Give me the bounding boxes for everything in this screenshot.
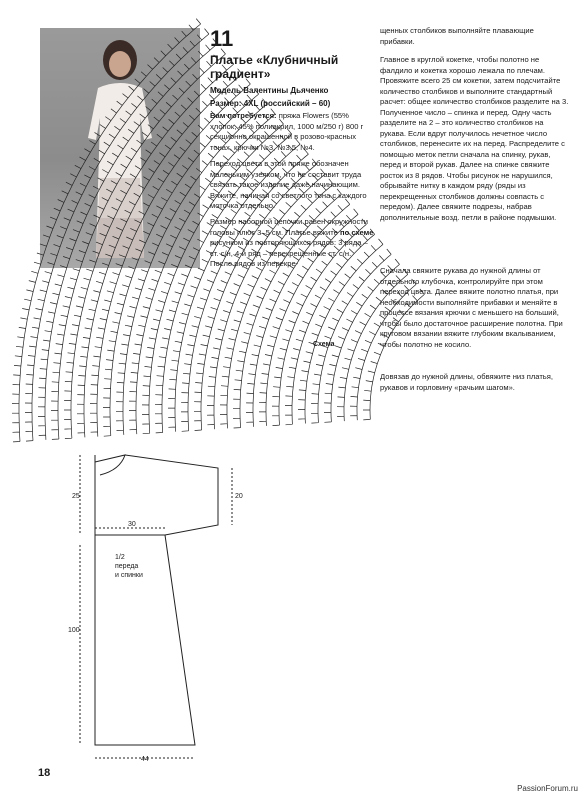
paragraph-pattern-start: Размер наборной цепочки равен окружности головы плюс 3–5 см. Платье вяжите — [210, 217, 368, 237]
page-number: 18 — [38, 767, 51, 779]
pattern-half-label — [115, 553, 143, 580]
model-author: Модель Валентины Дьяченко — [210, 86, 329, 95]
dimension-25: 25 — [72, 493, 80, 500]
size-value: 4XL (российский – 60) — [243, 99, 331, 108]
pattern-half-front: переда — [115, 563, 139, 570]
scheme-label: Схема — [313, 341, 335, 348]
size-label: Размер: — [210, 99, 242, 108]
dimension-100: 100 — [68, 627, 80, 634]
paragraph-color: Переход цвета в этой пряже обозначен маленьким узелком, что не составит труда связать такое изделие даже начинающим. Вяжите, начиная со светлого тона с каждого моточка отдельно. — [210, 159, 367, 210]
pattern-half-back: и спинки — [115, 572, 143, 579]
article-title: Платье «Клубничный градиент» — [210, 53, 339, 81]
scheme-reference: по схеме — [339, 227, 374, 237]
materials-text: пряжа Flowers (55% хлопок, 45% полиакрил, 1000 м/250 г) 800 г секционно окрашенной в розово-красных тонах, крючки №3, №3,5, №4. — [210, 111, 364, 152]
paragraph-sleeves: Сначала свяжите рукава до нужной длины от отдельного клубочка, контролируйте при этом переход цвета. Далее вяжите полотно платья, при необходимости выполняйте прибавки и меняйте в процессе вязания крючки с меньшего на больший, чтобы было достаточное расширение полотна. При круговом вязании вяжите глубоким вкалыванием, чтобы полотно не косило. — [380, 266, 563, 349]
pattern-half-fraction: 1/2 — [115, 554, 125, 561]
materials-label: Вам потребуется: — [210, 111, 277, 120]
dimension-44: 44 — [141, 756, 149, 763]
watermark: PassionForum.ru — [517, 784, 578, 793]
article-number: 11 — [210, 26, 234, 51]
paragraph-pattern-end: рисунком из повторяющихся рядов: 3 ряда – ст. с/н, 4-й ряд – перекрещенные ст. с/н. После рядов из перекре- — [210, 238, 368, 268]
paragraph-continued: щенных столбиков выполняйте плавающие прибавки. — [380, 26, 534, 46]
dimension-20: 20 — [235, 493, 243, 500]
dimension-30: 30 — [128, 521, 136, 528]
paragraph-yoke: Главное в круглой кокетке, чтобы полотно не фалдило и кокетка хорошо лежала по плечам. Провяжите всего 25 см кокетки, затем подсчитайте количество столбиков и выполните стандартный расчет: общее количество столбиков разделите на 3. Полученное число – спинка и перед. Одну часть разделите на 2 – это количество столбиков на рукава. Если вдруг получилось нечетное число столбиков, перенесите их на перед. Распределите с помощью меток петли сначала на спинку, рукав, перед и второй рукав. Далее на спинке свяжите росток из 8 рядов. Чтобы рисунок не нарушился, обрывайте нитку в каждом ряду (ряды из перекрещенных столбиков должны совпасть с передом). Далее свяжите подрезы, набрав дополнительные возд. петли в районе подмышки. — [380, 55, 569, 222]
paragraph-finishing: Довязав до нужной длины, обвяжите низ платья, рукавов и горловину «рачьим шагом». — [380, 372, 553, 392]
